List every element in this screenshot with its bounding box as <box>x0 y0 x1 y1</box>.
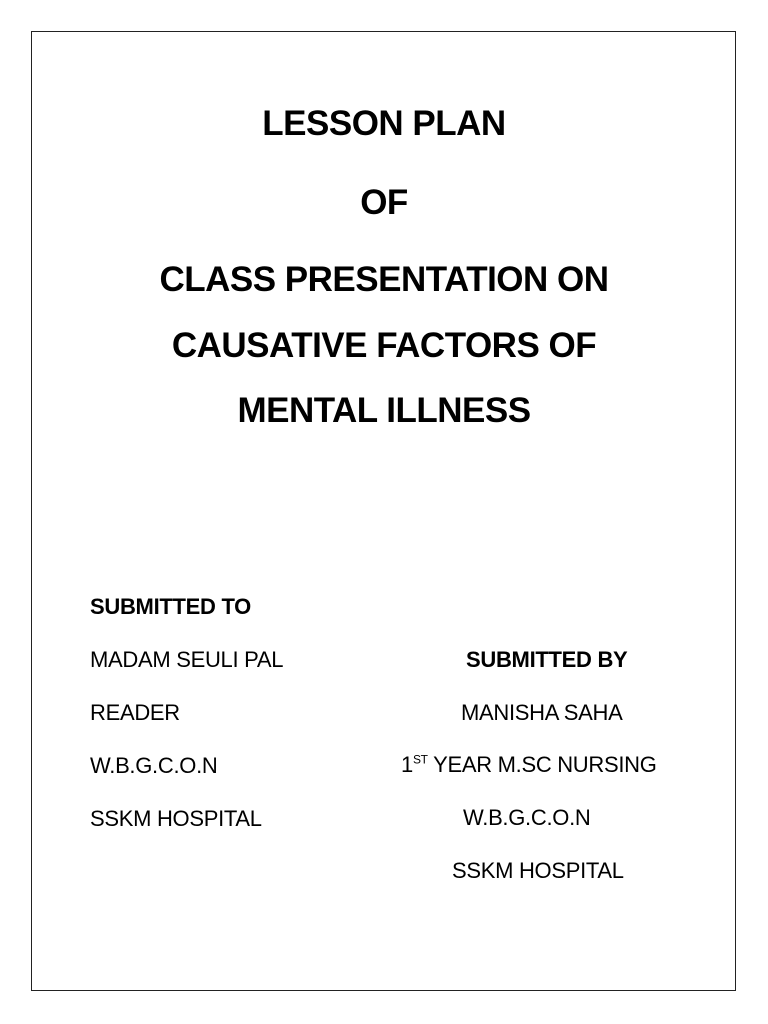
submitted-by-course <box>401 752 657 778</box>
title-line-lesson-plan: LESSON PLAN <box>262 104 506 143</box>
submitted-by-college: W.B.G.C.O.N <box>463 805 591 830</box>
course-text: YEAR M.SC NURSING <box>427 752 657 777</box>
title-line-causative-factors: CAUSATIVE FACTORS OF <box>171 326 597 365</box>
title-line-of: OF <box>360 183 408 222</box>
submitted-to-designation: READER <box>90 700 180 725</box>
submitted-to-heading: SUBMITTED TO <box>90 594 251 619</box>
submitted-to-hospital: SSKM HOSPITAL <box>90 806 262 831</box>
submitted-by-name: MANISHA SAHA <box>461 700 623 725</box>
submitted-to-college: W.B.G.C.O.N <box>90 753 218 778</box>
submitted-to-block <box>90 594 390 859</box>
submitted-by-heading: SUBMITTED BY <box>466 647 628 672</box>
year-number: 1 <box>401 752 413 777</box>
title-line-mental-illness: MENTAL ILLNESS <box>237 391 531 430</box>
year-suffix: ST <box>412 752 428 767</box>
submitted-by-hospital: SSKM HOSPITAL <box>452 858 624 883</box>
submitted-to-name: MADAM SEULI PAL <box>90 647 284 672</box>
title-line-class-presentation: CLASS PRESENTATION ON <box>159 260 609 299</box>
